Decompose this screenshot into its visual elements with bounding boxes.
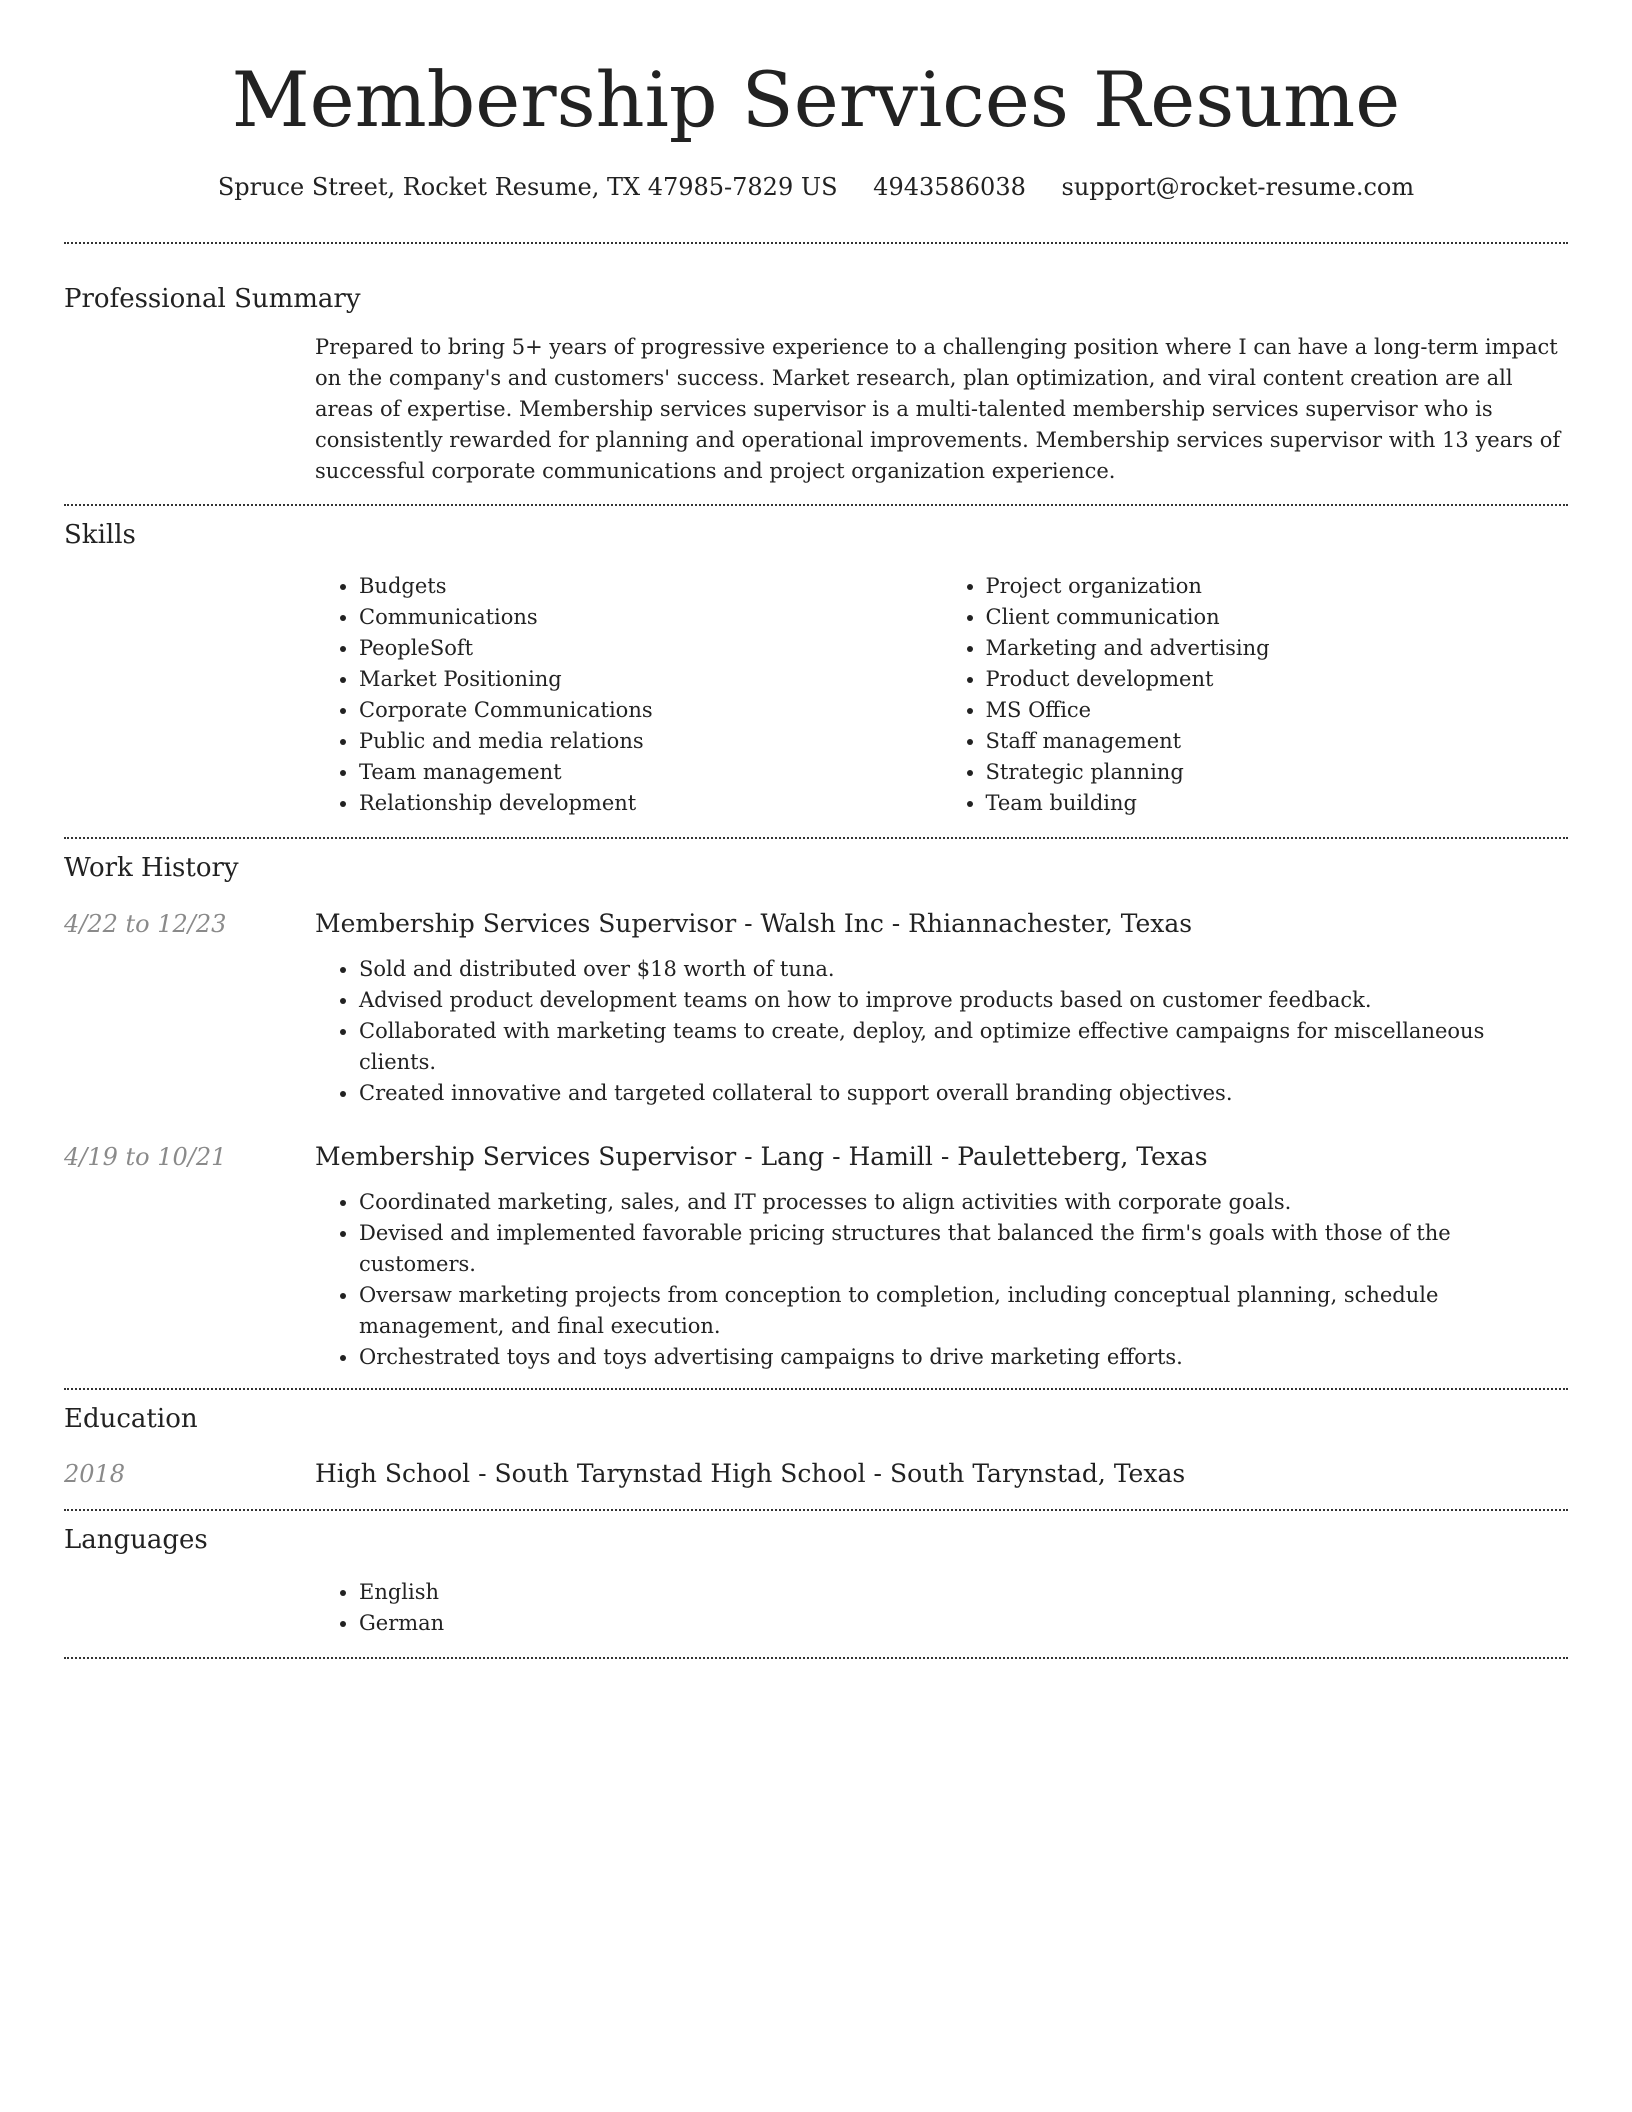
job-bullets (315, 954, 1568, 1109)
languages-section (64, 1511, 1568, 1639)
list-item: • English (359, 1577, 1568, 1608)
skills-list-right (942, 571, 1569, 819)
list-item: • Team building (986, 788, 1569, 819)
list-item: • Project organization (986, 571, 1569, 602)
summary-section (64, 244, 1568, 487)
contact-line (64, 170, 1568, 204)
list-item: • Communications (359, 602, 942, 633)
list-item: • Public and media relations (359, 726, 942, 757)
page-title: Membership Services Resume (231, 55, 1401, 144)
job-entry (64, 1140, 1568, 1373)
summary-heading: Professional Summary (64, 284, 361, 314)
list-item: • MS Office (986, 695, 1569, 726)
list-item: • Devised and implemented favorable pricing structures that balanced the firm's goals with those of the customers. (359, 1218, 1568, 1280)
contact-email: support@rocket-resume.com (1061, 173, 1415, 201)
list-item: • Relationship development (359, 788, 942, 819)
skills-section (64, 506, 1568, 819)
resume-header (64, 0, 1568, 204)
list-item: • Sold and distributed over $18 worth of tuna. (359, 954, 1568, 985)
list-item: • Team management (359, 757, 942, 788)
job-dates: 4/19 to 10/21 (64, 1143, 227, 1171)
job-main (315, 907, 1568, 1109)
list-item: • Client communication (986, 602, 1569, 633)
list-item: • PeopleSoft (359, 633, 942, 664)
languages-heading: Languages (64, 1525, 208, 1555)
list-item: • Corporate Communications (359, 695, 942, 726)
job-title: Membership Services Supervisor - Lang - Hamill - Pauletteberg, Texas (315, 1142, 1208, 1171)
divider (64, 1657, 1568, 1659)
education-entry (64, 1457, 1568, 1491)
list-item: • Oversaw marketing projects from conception to completion, including conceptual planning, schedule management, and final execution. (359, 1280, 1568, 1342)
job-dates: 4/22 to 12/23 (64, 910, 227, 938)
job-title: Membership Services Supervisor - Walsh Inc - Rhiannachester, Texas (315, 909, 1193, 938)
skills-heading: Skills (64, 520, 136, 550)
contact-address: Spruce Street, Rocket Resume, TX 47985-7829 US (217, 173, 838, 201)
education-heading: Education (64, 1404, 198, 1434)
summary-text: Prepared to bring 5+ years of progressive experience to a challenging position where I can have a long-term impact on the company's and customers' success. Market research, plan optimization, and viral content creation are all areas of expertise. Membership services supervisor is a multi-talented membership services supervisor who is consistently rewarded for planning and operational improvements. Membership services supervisor with 13 years of successful corporate communications and project organization experience. (315, 335, 1561, 483)
list-item: • Orchestrated toys and toys advertising campaigns to drive marketing efforts. (359, 1342, 1568, 1373)
languages-body (315, 1577, 1568, 1639)
list-item: • Product development (986, 664, 1569, 695)
skills-list-left (315, 571, 942, 819)
education-year: 2018 (64, 1460, 126, 1488)
list-item: • Created innovative and targeted collateral to support overall branding objectives. (359, 1078, 1568, 1109)
list-item: • Coordinated marketing, sales, and IT processes to align activities with corporate goals. (359, 1187, 1568, 1218)
job-bullets (315, 1187, 1568, 1373)
list-item: • German (359, 1608, 1568, 1639)
list-item: • Advised product development teams on how to improve products based on customer feedback. (359, 985, 1568, 1016)
skills-grid (315, 571, 1568, 819)
list-item: • Collaborated with marketing teams to create, deploy, and optimize effective campaigns for miscellaneous clients. (359, 1016, 1568, 1078)
list-item: • Staff management (986, 726, 1569, 757)
job-main (315, 1140, 1568, 1373)
languages-list (315, 1577, 1568, 1639)
education-main (315, 1457, 1568, 1491)
list-item: • Marketing and advertising (986, 633, 1569, 664)
summary-body (315, 332, 1568, 487)
education-title: High School - South Tarynstad High School - South Tarynstad, Texas (315, 1459, 1186, 1488)
work-heading: Work History (64, 853, 239, 883)
list-item: • Budgets (359, 571, 942, 602)
contact-phone: 4943586038 (873, 173, 1026, 201)
list-item: • Market Positioning (359, 664, 942, 695)
job-entry (64, 907, 1568, 1109)
list-item: • Strategic planning (986, 757, 1569, 788)
work-section (64, 839, 1568, 1373)
education-section (64, 1390, 1568, 1491)
